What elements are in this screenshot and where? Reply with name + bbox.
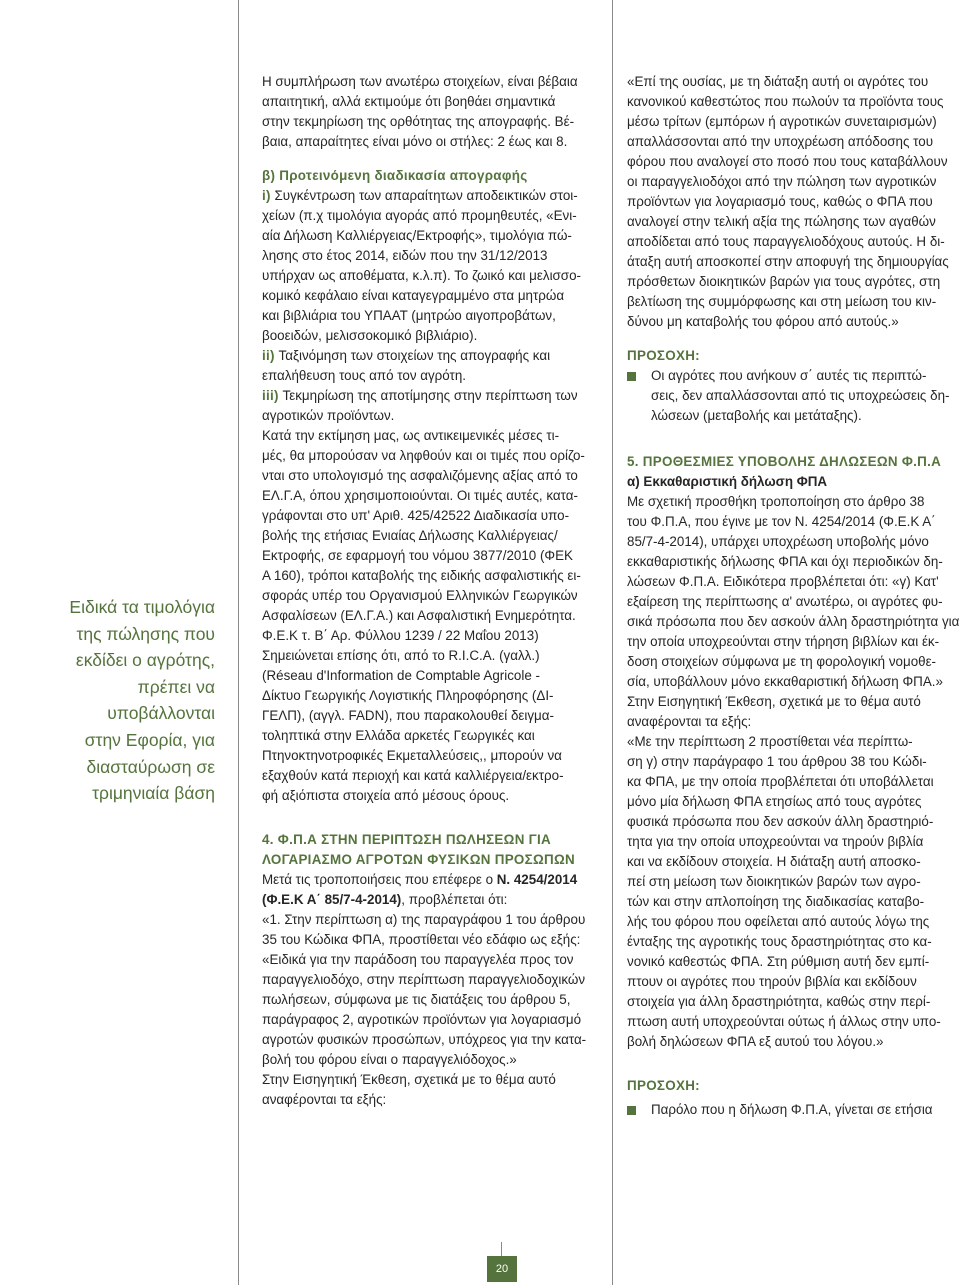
attention-label-2: ΠΡΟΣΟΧΗ: <box>627 1078 700 1093</box>
text-line: «Επί της ουσίας, με τη διάταξη αυτή οι αγρότες του <box>627 74 929 89</box>
item-ii: ii) Ταξινόμηση των στοιχείων της απογραφής και επαλήθευση τους από τον αγρότη. <box>262 346 597 386</box>
text-line: και να εκδίδουν στοιχεία. Η διάταξη αυτή αποσκο- <box>627 854 921 869</box>
text-line: χείων (π.χ τιμολόγια αγοράς από προμηθευτές, «Ενι- <box>262 208 577 223</box>
text-line: επαλήθευση τους από τον αγρότη. <box>262 368 466 383</box>
attention-label-1: ΠΡΟΣΟΧΗ: <box>627 348 700 363</box>
text-line: Σημειώνεται επίσης ότι, από το R.I.C.A. (γαλλ.) <box>262 648 540 663</box>
text-line: αγροτών φυσικών προσώπων, υπόχρεος για την κατα- <box>262 1032 587 1047</box>
text-line: στοιχεία για άλλη δραστηριότητα, καθώς στην περί- <box>627 994 931 1009</box>
body-paragraph <box>262 426 597 806</box>
text-line: σφοράς υπέρ του Οργανισμού Ελληνικών Γεωργικών <box>262 588 578 603</box>
bullet-square-icon <box>627 1106 636 1115</box>
text-line: μόνο μία δήλωση ΦΠΑ ετησίως από τους αγρότες <box>627 794 922 809</box>
text-line: νται στο υπολογισμό της ασφαλιζόμενης αξίας από το <box>262 468 578 483</box>
text-line: παράγραφος 2, αγροτικών προϊόντων για λογαριασμό <box>262 1012 582 1027</box>
pull-quote-line: διασταύρωση σε <box>86 756 215 777</box>
text-line: τητα για την οποία υποχρεούνται να τηρούν βιβλία <box>627 834 924 849</box>
text-line: λώσεων Φ.Π.Α. Ειδικότερα προβλέπεται ότι: «γ) Κατ' <box>627 574 939 589</box>
text-line: 85/7-4-2014), υπάρχει υποχρέωση υποβολής μόνο <box>627 534 929 549</box>
text-line: την οποία υποχρεούνται στην τήρηση βιβλίων και έκ- <box>627 634 940 649</box>
text-line: πτωση αυτή υποχρεούνται ούτως ή άλλως στην υπο- <box>627 1014 941 1029</box>
column-divider-right <box>612 0 613 1285</box>
text-line: στην τεκμηρίωση της ορθότητας της απογραφής. Βέ- <box>262 114 575 129</box>
text-line: του Φ.Π.Α, που έγινε με τον Ν. 4254/2014 (Φ.Ε.Κ Α΄ <box>627 514 936 529</box>
text-line: εκκαθαριστικής δήλωσης ΦΠΑ και όχι περιοδικών δη- <box>627 554 943 569</box>
text-line: φόρου που αναλογεί στο ποσό που τους καταβάλλουν <box>627 154 948 169</box>
pull-quote-line: τριμηνιαία βάση <box>92 783 215 804</box>
text-line: Με σχετική προσθήκη τροποποίηση στο άρθρο 38 <box>627 494 925 509</box>
section-4-line-2: (Φ.Ε.Κ Α΄ 85/7-4-2014), προβλέπεται ότι: <box>262 892 508 907</box>
text-line: αία Δήλωση Καλλιέργειας/Εκτροφής», τιμολόγια πώ- <box>262 228 572 243</box>
item-i: i) Συγκέντρωση των απαραίτητων αποδεικτικών στοι- χείων (π.χ τιμολόγια αγοράς από προμηθευτές, «Ενι- αία Δήλωση Καλλιέργειας/Εκτροφής», τιμολόγια πώ- λησης στο έτος 2014, ειδών που την 31/12/2013 υπήρχαν ως αποθέματα, κ.λ.π). Το ζωικό και μελισσο- κομικό κεφάλαιο είναι καταγεγραμμένο στα μητρώα και βιβλιάρια του ΥΠΑΑΤ (μητρώο αιγοπροβάτων, βοοειδών, μελισσοκομικό βιβλιάριο). <box>262 186 597 346</box>
text-line: φή αξιόπιστα στοιχεία από μέσους όρους. <box>262 788 510 803</box>
pull-quote-line: πρέπει να <box>137 676 215 697</box>
section-title-line: ΛΟΓΑΡΙΑΣΜΟ ΑΓΡΟΤΩΝ ΦΥΣΙΚΩΝ ΠΡΟΣΩΠΩΝ <box>262 852 575 867</box>
text-line: πωλήσεων, σύμφωνα με τις διατάξεις του άρθρου 5, <box>262 992 571 1007</box>
text-line: προϊόντων για λογαριασμό τους, καθώς ο ΦΠΑ που <box>627 194 933 209</box>
text-line: γράφονται στο υπ' Αριθ. 425/42522 Διαδικασία υπο- <box>262 508 570 523</box>
column-right <box>627 72 960 1120</box>
text-line: σία, υποβάλλουν μόνο εκκαθαριστική δήλωση ΦΠΑ.» <box>627 674 943 689</box>
pull-quote-line: υποβάλλονται <box>107 703 215 724</box>
text-line: ΕΛ.Γ.Α, όπου χρησιμοποιούνται. Οι τιμές αυτές, κατα- <box>262 488 578 503</box>
text-line: αναφέρονται τα εξής: <box>262 1092 387 1107</box>
bullet-2: Παρόλο που η δήλωση Φ.Π.Α, γίνεται σε ετήσια <box>627 1100 957 1120</box>
text-line: πεί στη μείωση των διοικητικών βαρών των αγρο- <box>627 874 921 889</box>
sidebar-pull-quote <box>52 594 215 807</box>
section-4-body <box>262 910 597 1110</box>
text-line: βολή δηλώσεων ΦΠΑ εξ αυτού του λόγου.» <box>627 1034 884 1049</box>
text-line: Οι αγρότες που ανήκουν σ΄ αυτές τις περιπτώ- <box>651 368 927 383</box>
text-line: τών και στην απλοποίηση της διαδικασίας καταβο- <box>627 894 925 909</box>
text-line: Στην Εισηγητική Έκθεση, σχετικά με το θέμα αυτό <box>262 1072 556 1087</box>
intro-paragraph <box>262 72 597 152</box>
section-5-body <box>627 492 960 1052</box>
text-line: λησης στο έτος 2014, ειδών που την 31/12/2013 <box>262 248 548 263</box>
text-line: «Με την περίπτωση 2 προστίθεται νέα περίπτω- <box>627 734 913 749</box>
text-line: παραγγελιοδόχο, στην περίπτωση παραγγελιοδοχικών <box>262 972 586 987</box>
text-line: ένταξης της αγροτικής τους δραστηριότητας στο κα- <box>627 934 932 949</box>
pull-quote-line: Ειδικά τα τιμολόγια <box>69 597 215 617</box>
text-line: τοληπτικά στην Ελλάδα αρκετές Γεωργικές και <box>262 728 535 743</box>
text-line: ση γ) στην παράγραφο 1 του άρθρου 38 του Κώδι- <box>627 754 927 769</box>
text-line: άταξη αυτή αποσκοπεί στην αποφυγή της δημιουργίας <box>627 254 949 269</box>
section-5-subtitle: α) Εκκαθαριστική δήλωση ΦΠΑ <box>627 474 828 489</box>
bullet-square-icon <box>627 372 636 381</box>
text-line: λώσεων (μεταβολής και μετάταξης). <box>651 408 862 423</box>
text-line: υπήρχαν ως αποθέματα, κ.λ.π). Το ζωικό και μελισσο- <box>262 268 581 283</box>
pull-quote-line: στην Εφορία, για <box>84 729 215 750</box>
text-line: Φ.Ε.Κ τ. Β΄ Αρ. Φύλλου 1239 / 22 Μαΐου 2013) <box>262 628 539 643</box>
section-4-line-1: Μετά τις τροποποιήσεις που επέφερε ο Ν. 4254/2014 <box>262 872 578 887</box>
text-line: «Ειδικά για την παράδοση του παραγγελέα προς τον <box>262 952 574 967</box>
text-line: αγροτικών προϊόντων. <box>262 408 395 423</box>
text-line: και βιβλιάρια του ΥΠΑΑΤ (μητρώο αιγοπροβάτων, <box>262 308 556 323</box>
text-line: κανονικού καθεστώτος που πωλούν τα προϊόντα τους <box>627 94 944 109</box>
text-line: σικά πρόσωπα που δεν ασκούν άλλη δραστηριότητα για <box>627 614 960 629</box>
text-line: (Réseau d'Information de Comptable Agricole - <box>262 668 540 683</box>
quote-paragraph <box>627 72 957 332</box>
item-iii: iii) Τεκμηρίωση της αποτίμησης στην περίπτωση των αγροτικών προϊόντων. <box>262 386 597 426</box>
text-line: «1. Στην περίπτωση α) της παραγράφου 1 του άρθρου <box>262 912 586 927</box>
bullet-1 <box>627 366 957 426</box>
text-line: απαλλάσσονται από την υποχρέωση απόδοσης του <box>627 134 934 149</box>
text-line: απαιτητική, αλλά εκτιμούμε ότι βοηθάει σημαντικά <box>262 94 556 109</box>
text-line: φυσικά πρόσωπα που δεν ασκούν άλλη δραστηριό- <box>627 814 934 829</box>
column-middle <box>262 72 597 1110</box>
text-line: Εκτροφής, σε εφαρμογή του νόμου 3877/2010 (ΦΕΚ <box>262 548 573 563</box>
text-line: πρόσθετων διοικητικών βαρών για τους αγρότες, στη <box>627 274 941 289</box>
text-line: βαια, απαραίτητες είναι μόνο οι στήλες: 2 έως και 8. <box>262 134 568 149</box>
text-line: εξαίρεση της περίπτωσης α' ανωτέρω, οι αγρότες φυ- <box>627 594 943 609</box>
text-line: δοση στοιχείων σύμφωνα με τη φορολογική νομοθε- <box>627 654 937 669</box>
text-line: αποδίδεται από τους παραγγελιοδόχους αυτούς. Η δι- <box>627 234 945 249</box>
text-line: μές, θα μπορούσαν να ληφθούν και οι τιμές που ορίζο- <box>262 448 585 463</box>
section-4-title <box>262 830 597 870</box>
text-line: αναλογεί στην τελική αξία της πώλησης των αγαθών <box>627 214 936 229</box>
text-line: Στην Εισηγητική Έκθεση, σχετικά με το θέμα αυτό <box>627 694 921 709</box>
text-line: ΓΕΛΠ), (αγγλ. FADN), που παρακολουθεί δειγμα- <box>262 708 554 723</box>
column-divider-left <box>238 0 239 1285</box>
text-line: 35 του Κώδικα ΦΠΑ, προστίθεται νέο εδάφιο ως εξής: <box>262 932 581 947</box>
page-number-rule <box>501 1242 502 1256</box>
text-line: σεις, δεν απαλλάσσονται από τις υποχρεώσεις δη- <box>651 388 950 403</box>
text-line: Πτηνοκτηνοτροφικές Εκμεταλλεύσεις,, μπορούν να <box>262 748 562 763</box>
text-line: Κατά την εκτίμηση μας, ως αντικειμενικές μέσες τι- <box>262 428 560 443</box>
text-line: οι παραγγελιοδόχοι από την πώληση των αγροτικών <box>627 174 937 189</box>
text-line: βοοειδών, μελισσοκομικό βιβλιάριο). <box>262 328 478 343</box>
section-b-title: β) Προτεινόμενη διαδικασία απογραφής <box>262 168 528 183</box>
text-line: Δίκτυο Γεωργικής Λογιστικής Πληροφόρησης (ΔΙ- <box>262 688 554 703</box>
page-number: 20 <box>487 1256 517 1282</box>
text-line: κομικό κεφάλαιο είναι καταγεγραμμένο στα μητρώα <box>262 288 565 303</box>
text-line: βελτίωση της συμμόρφωσης και στη μείωση του κιν- <box>627 294 937 309</box>
section-title-line: 4. Φ.Π.Α ΣΤΗΝ ΠΕΡΙΠΤΩΣΗ ΠΩΛΗΣΕΩΝ ΓΙΑ <box>262 832 552 847</box>
text-line: εξαχθούν κατά περιοχή και κατά καλλιέργεια/εκτρο- <box>262 768 564 783</box>
pull-quote-line: εκδίδει ο αγρότης, <box>75 650 215 671</box>
text-line: Α 160), τρόποι καταβολής της ειδικής ασφαλιστικής ει- <box>262 568 581 583</box>
section-5-title: 5. ΠΡΟΘΕΣΜΙΕΣ ΥΠΟΒΟΛΗΣ ΔΗΛΩΣΕΩΝ Φ.Π.Α <box>627 454 942 469</box>
text-line: μέσω τρίτων (εμπόρων ή αγροτικών συνεταιρισμών) <box>627 114 937 129</box>
text-line: βολή του φόρου είναι ο παραγγελιόδοχος.» <box>262 1052 517 1067</box>
text-line: δύνου μη καταβολής του φόρου από αυτούς.» <box>627 314 899 329</box>
text-line: νονικό καθεστώς ΦΠΑ. Στη ρύθμιση αυτή δεν εμπί- <box>627 954 930 969</box>
text-line: λής του φόρου που οφείλεται από αυτούς λόγω της <box>627 914 930 929</box>
text-line: βολής της ετήσιας Ενιαίας Δήλωσης Καλλιέργειας/ <box>262 528 558 543</box>
text-line: Ασφαλίσεων (ΕΛ.Γ.Α.) και Ασφαλιστική Ενημερότητα. <box>262 608 576 623</box>
text-line: αναφέρονται τα εξής: <box>627 714 752 729</box>
text-line: κα ΦΠΑ, με την οποία προβλέπεται ότι υποβάλλεται <box>627 774 934 789</box>
text-line: πτουν οι αγρότες που τηρούν βιβλία και εκδίδουν <box>627 974 917 989</box>
text-line: Η συμπλήρωση των ανωτέρω στοιχείων, είναι βέβαια <box>262 74 578 89</box>
pull-quote-line: της πώλησης που <box>76 623 215 644</box>
